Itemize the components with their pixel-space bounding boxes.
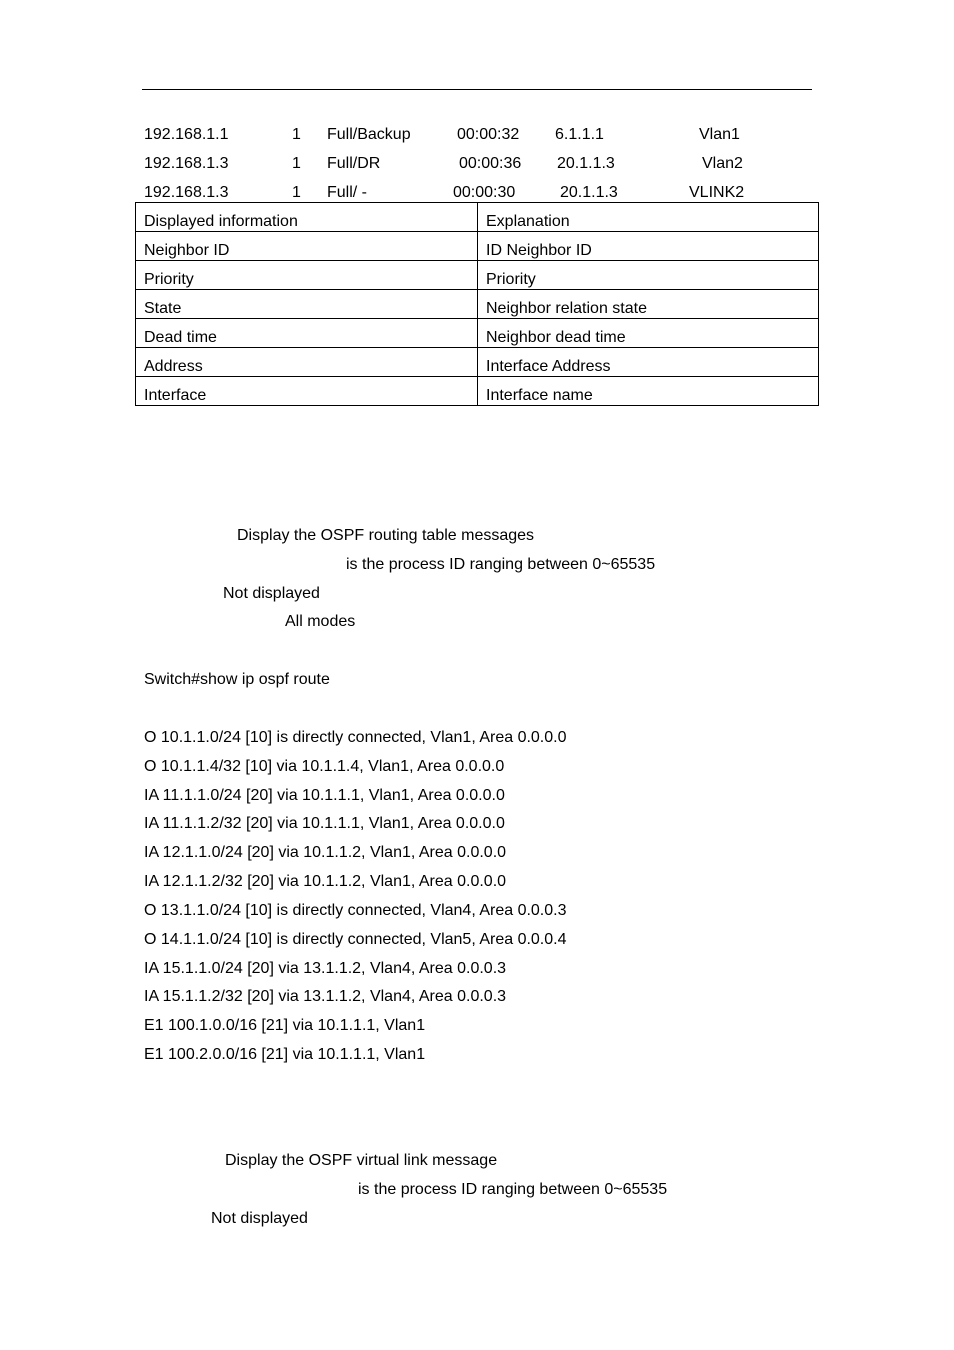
table-row [136, 348, 819, 377]
header-rule [142, 89, 812, 90]
table-cell: Interface [136, 377, 478, 406]
neighbor-priority: 1 [292, 184, 301, 201]
command-default: Not displayed [211, 1210, 308, 1227]
route-line: IA 11.1.1.2/32 [20] via 10.1.1.1, Vlan1, Area 0.0.0.0 [144, 815, 505, 832]
route-line: O 13.1.1.0/24 [10] is directly connected, Vlan4, Area 0.0.0.3 [144, 902, 567, 919]
neighbor-interface: Vlan2 [702, 155, 743, 172]
command-function: Display the OSPF routing table messages [237, 527, 535, 544]
table-cell: Neighbor relation state [478, 290, 819, 319]
table-cell: Interface name [478, 377, 819, 406]
info-table [135, 202, 819, 406]
route-line: IA 11.1.1.0/24 [20] via 10.1.1.1, Vlan1, Area 0.0.0.0 [144, 787, 505, 804]
table-cell: Priority [478, 261, 819, 290]
table-row [136, 232, 819, 261]
neighbor-state: Full/ - [327, 184, 367, 201]
table-row [136, 290, 819, 319]
table-cell: Address [136, 348, 478, 377]
neighbor-dead-time: 00:00:32 [457, 126, 520, 143]
neighbor-interface: Vlan1 [699, 126, 740, 143]
neighbor-dead-time: 00:00:36 [459, 155, 522, 172]
table-header-cell: Displayed information [136, 203, 478, 232]
table-cell: Dead time [136, 319, 478, 348]
route-line: O 10.1.1.0/24 [10] is directly connected, Vlan1, Area 0.0.0.0 [144, 729, 567, 746]
neighbor-address: 6.1.1.1 [555, 126, 604, 143]
neighbor-priority: 1 [292, 155, 301, 172]
neighbor-dead-time: 00:00:30 [453, 184, 516, 201]
command-default: Not displayed [223, 585, 320, 602]
neighbor-address: 20.1.1.3 [557, 155, 615, 172]
neighbor-interface: VLINK2 [689, 184, 745, 201]
route-line: IA 15.1.1.0/24 [20] via 13.1.1.2, Vlan4, Area 0.0.0.3 [144, 960, 507, 977]
neighbor-address: 20.1.1.3 [560, 184, 618, 201]
neighbor-id: 192.168.1.3 [144, 155, 229, 172]
table-cell: State [136, 290, 478, 319]
table-row [136, 377, 819, 406]
neighbor-id: 192.168.1.1 [144, 126, 229, 143]
route-line: O 14.1.1.0/24 [10] is directly connected, Vlan5, Area 0.0.0.4 [144, 931, 567, 948]
neighbor-state: Full/Backup [327, 126, 411, 143]
route-line: IA 12.1.1.2/32 [20] via 10.1.1.2, Vlan1, Area 0.0.0.0 [144, 873, 507, 890]
table-cell: Interface Address [478, 348, 819, 377]
neighbor-state: Full/DR [327, 155, 381, 172]
table-header-row [136, 203, 819, 232]
route-line: O 10.1.1.4/32 [10] via 10.1.1.4, Vlan1, Area 0.0.0.0 [144, 758, 505, 775]
table-cell: Neighbor dead time [478, 319, 819, 348]
command-parameter: is the process ID ranging between 0~65535 [358, 1181, 668, 1198]
route-line: E1 100.1.0.0/16 [21] via 10.1.1.1, Vlan1 [144, 1017, 426, 1034]
route-line: E1 100.2.0.0/16 [21] via 10.1.1.1, Vlan1 [144, 1046, 426, 1063]
example-command: Switch#show ip ospf route [144, 671, 330, 688]
neighbor-priority: 1 [292, 126, 301, 143]
table-cell: Neighbor ID [136, 232, 478, 261]
table-cell: Priority [136, 261, 478, 290]
command-function: Display the OSPF virtual link message [225, 1152, 498, 1169]
table-row [136, 319, 819, 348]
neighbor-id: 192.168.1.3 [144, 184, 229, 201]
table-row [136, 261, 819, 290]
route-line: IA 15.1.1.2/32 [20] via 13.1.1.2, Vlan4, Area 0.0.0.3 [144, 988, 507, 1005]
route-line: IA 12.1.1.0/24 [20] via 10.1.1.2, Vlan1, Area 0.0.0.0 [144, 844, 507, 861]
table-cell: ID Neighbor ID [478, 232, 819, 261]
command-mode: All modes [285, 613, 356, 630]
table-header-cell: Explanation [478, 203, 819, 232]
command-parameter: is the process ID ranging between 0~65535 [346, 556, 656, 573]
